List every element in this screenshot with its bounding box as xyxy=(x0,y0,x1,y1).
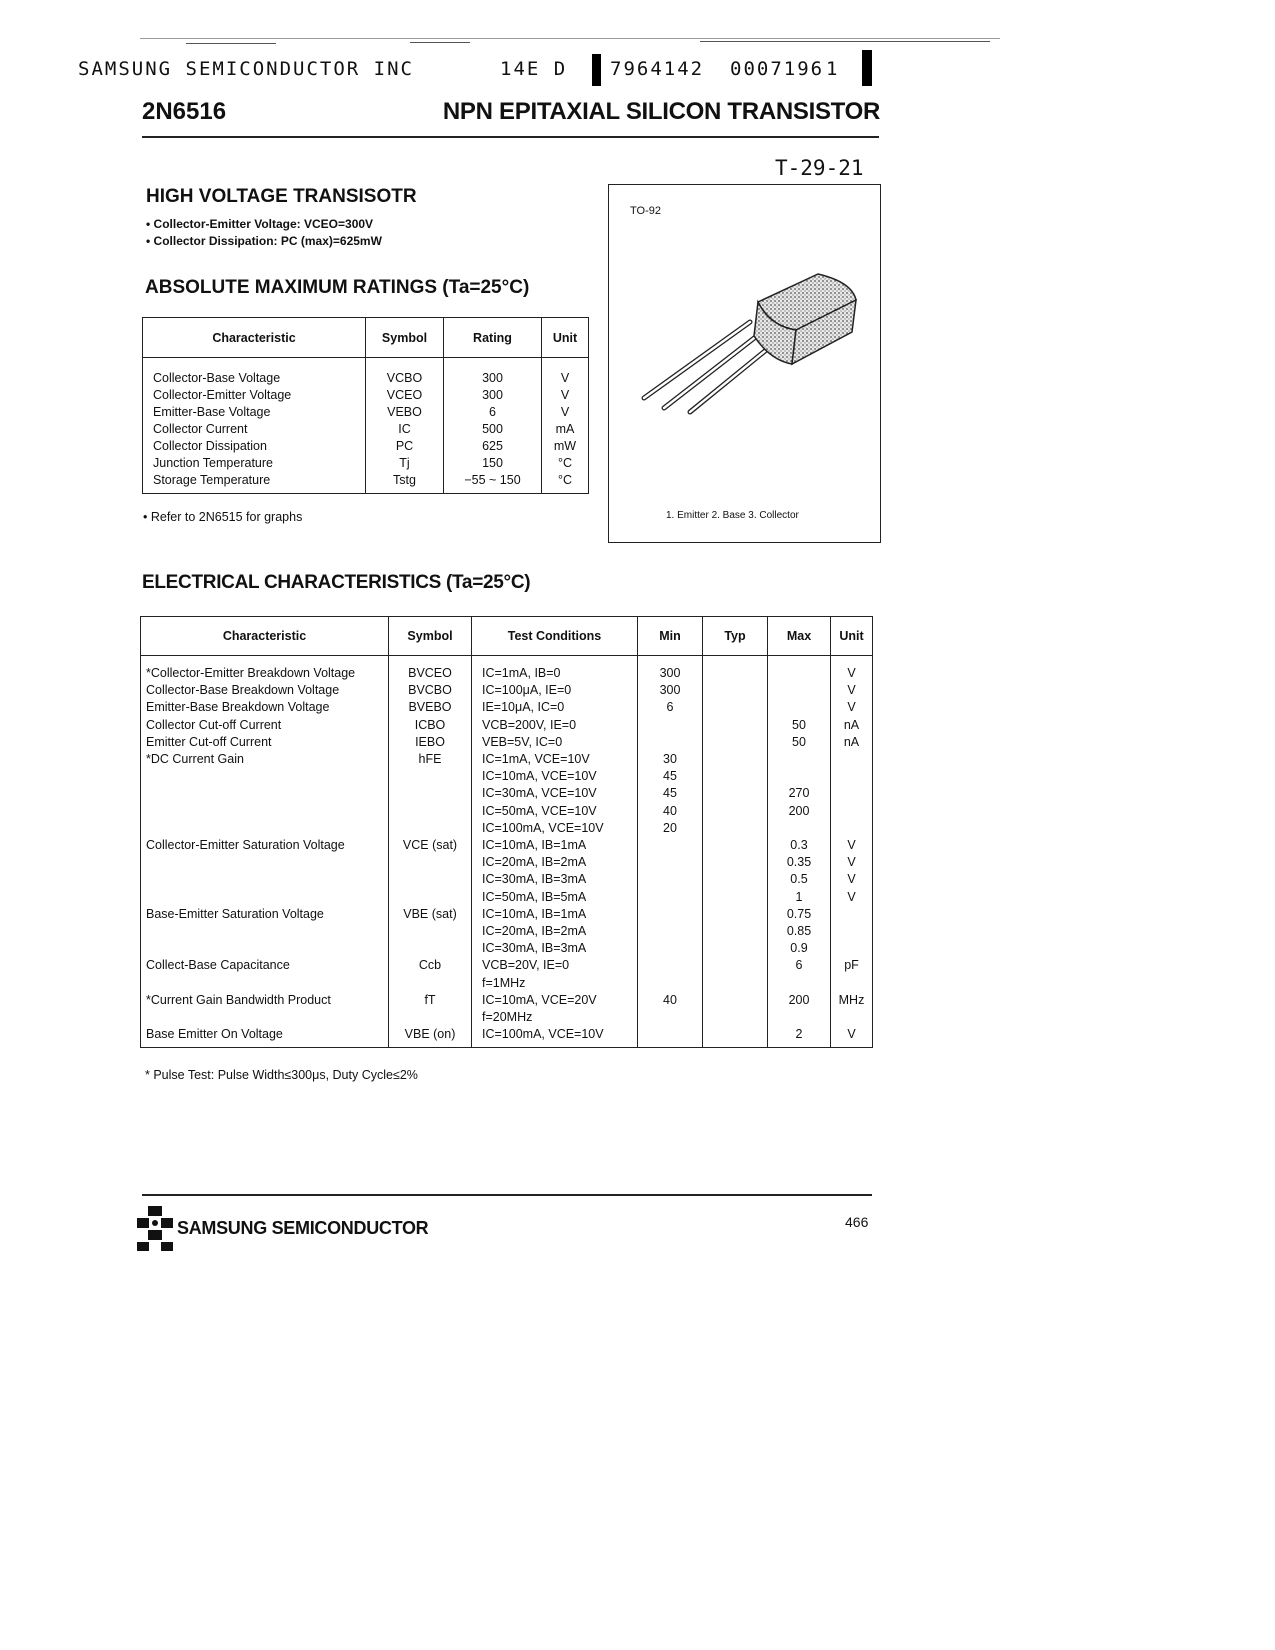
symbol-cell xyxy=(389,854,472,871)
symbol-cell xyxy=(389,871,472,888)
unit-cell xyxy=(831,906,873,923)
characteristic-cell: Collector-Emitter Saturation Voltage xyxy=(141,837,389,854)
symbol-cell: BVCEO xyxy=(389,656,472,683)
typ-cell xyxy=(703,717,768,734)
graph-reference-note: • Refer to 2N6515 for graphs xyxy=(143,510,303,524)
min-cell: 40 xyxy=(638,992,703,1009)
table-row xyxy=(143,404,589,421)
table-row xyxy=(141,871,873,888)
max-cell xyxy=(768,975,831,992)
typ-cell xyxy=(703,854,768,871)
table-body xyxy=(143,358,589,494)
symbol-cell xyxy=(389,889,472,906)
max-cell xyxy=(768,751,831,768)
typ-cell xyxy=(703,992,768,1009)
table-row xyxy=(143,358,589,388)
unit-cell: nA xyxy=(831,734,873,751)
characteristic-cell: Collector Dissipation xyxy=(143,438,366,455)
test-condition-cell: IC=1mA, IB=0 xyxy=(472,656,638,683)
unit-cell xyxy=(831,768,873,785)
test-condition-cell: f=20MHz xyxy=(472,1009,638,1026)
symbol-cell: BVEBO xyxy=(389,699,472,716)
max-cell xyxy=(768,820,831,837)
title-divider xyxy=(142,136,879,138)
max-cell xyxy=(768,682,831,699)
rating-cell: 6 xyxy=(444,404,542,421)
test-condition-cell: VCB=200V, IE=0 xyxy=(472,717,638,734)
table-row xyxy=(141,820,873,837)
min-cell xyxy=(638,854,703,871)
min-cell xyxy=(638,940,703,957)
max-cell: 0.35 xyxy=(768,854,831,871)
characteristic-cell: Base Emitter On Voltage xyxy=(141,1026,389,1048)
symbol-cell xyxy=(389,923,472,940)
max-cell: 0.9 xyxy=(768,940,831,957)
characteristic-cell: Emitter-Base Breakdown Voltage xyxy=(141,699,389,716)
table-row xyxy=(143,472,589,494)
barcode-mark xyxy=(592,54,601,86)
footer-divider xyxy=(142,1194,872,1196)
symbol-cell: VCE (sat) xyxy=(389,837,472,854)
typ-cell xyxy=(703,940,768,957)
table-row xyxy=(141,992,873,1009)
column-header: Max xyxy=(768,617,831,656)
header-code: 14E D xyxy=(500,58,568,80)
scan-line xyxy=(140,38,1000,39)
table-header-row xyxy=(141,617,873,656)
test-condition-cell: VCB=20V, IE=0 xyxy=(472,957,638,974)
table-row xyxy=(143,438,589,455)
typ-cell xyxy=(703,906,768,923)
column-header: Typ xyxy=(703,617,768,656)
characteristic-cell: Collector Current xyxy=(143,421,366,438)
max-cell: 6 xyxy=(768,957,831,974)
table-body xyxy=(141,656,873,1048)
unit-cell xyxy=(831,940,873,957)
typ-cell xyxy=(703,871,768,888)
symbol-cell: VEBO xyxy=(366,404,444,421)
min-cell: 300 xyxy=(638,682,703,699)
max-cell: 0.3 xyxy=(768,837,831,854)
column-header: Rating xyxy=(444,318,542,358)
test-condition-cell: IC=100mA, VCE=10V xyxy=(472,820,638,837)
symbol-cell: hFE xyxy=(389,751,472,768)
typ-cell xyxy=(703,751,768,768)
unit-cell: V xyxy=(831,854,873,871)
unit-cell: MHz xyxy=(831,992,873,1009)
characteristic-cell: Collector Cut-off Current xyxy=(141,717,389,734)
unit-cell: V xyxy=(831,889,873,906)
table-row xyxy=(141,1026,873,1048)
characteristic-cell: *Collector-Emitter Breakdown Voltage xyxy=(141,656,389,683)
symbol-cell xyxy=(389,785,472,802)
min-cell xyxy=(638,957,703,974)
test-condition-cell: IC=30mA, IB=3mA xyxy=(472,940,638,957)
part-number: 2N6516 xyxy=(142,98,227,125)
table-row xyxy=(141,751,873,768)
package-label: TO-92 xyxy=(630,205,661,217)
table-row xyxy=(143,387,589,404)
characteristic-cell: Emitter-Base Voltage xyxy=(143,404,366,421)
max-cell: 0.5 xyxy=(768,871,831,888)
table-row xyxy=(141,957,873,974)
header-code: 1 xyxy=(826,58,838,80)
table-row xyxy=(141,906,873,923)
table-row xyxy=(141,889,873,906)
feature-item: • Collector Dissipation: PC (max)=625mW xyxy=(146,234,382,248)
symbol-cell: VCBO xyxy=(366,358,444,388)
typ-cell xyxy=(703,889,768,906)
table-row xyxy=(141,682,873,699)
min-cell xyxy=(638,734,703,751)
unit-cell: pF xyxy=(831,957,873,974)
min-cell: 40 xyxy=(638,803,703,820)
test-condition-cell: IE=10μA, IC=0 xyxy=(472,699,638,716)
table-row xyxy=(141,699,873,716)
test-condition-cell: IC=100mA, VCE=10V xyxy=(472,1026,638,1048)
min-cell: 45 xyxy=(638,768,703,785)
test-condition-cell: IC=10mA, VCE=20V xyxy=(472,992,638,1009)
rating-cell: 300 xyxy=(444,358,542,388)
table-row xyxy=(141,1009,873,1026)
rating-cell: 150 xyxy=(444,455,542,472)
characteristic-cell: Collector-Emitter Voltage xyxy=(143,387,366,404)
test-condition-cell: f=1MHz xyxy=(472,975,638,992)
symbol-cell: ICBO xyxy=(389,717,472,734)
unit-cell: V xyxy=(831,871,873,888)
characteristic-cell: Storage Temperature xyxy=(143,472,366,494)
characteristic-cell: Collector-Base Voltage xyxy=(143,358,366,388)
symbol-cell: IEBO xyxy=(389,734,472,751)
unit-cell: nA xyxy=(831,717,873,734)
absolute-max-ratings-table xyxy=(142,317,589,494)
max-cell: 200 xyxy=(768,992,831,1009)
typ-cell xyxy=(703,699,768,716)
characteristic-cell: *DC Current Gain xyxy=(141,751,389,768)
min-cell xyxy=(638,889,703,906)
rating-cell: 500 xyxy=(444,421,542,438)
max-cell: 1 xyxy=(768,889,831,906)
unit-cell: mW xyxy=(542,438,589,455)
typ-cell xyxy=(703,957,768,974)
column-header: Characteristic xyxy=(141,617,389,656)
symbol-cell xyxy=(389,1009,472,1026)
test-condition-cell: IC=50mA, VCE=10V xyxy=(472,803,638,820)
rating-cell: 300 xyxy=(444,387,542,404)
characteristic-cell: Emitter Cut-off Current xyxy=(141,734,389,751)
min-cell xyxy=(638,975,703,992)
table-row xyxy=(141,734,873,751)
barcode-mark xyxy=(862,50,872,86)
unit-cell: °C xyxy=(542,455,589,472)
test-condition-cell: IC=30mA, IB=3mA xyxy=(472,871,638,888)
rating-cell: 625 xyxy=(444,438,542,455)
min-cell xyxy=(638,906,703,923)
characteristic-cell: *Current Gain Bandwidth Product xyxy=(141,992,389,1009)
characteristic-cell: Collect-Base Capacitance xyxy=(141,957,389,974)
max-cell: 0.85 xyxy=(768,923,831,940)
samsung-logo-icon xyxy=(137,1206,173,1252)
scan-line xyxy=(186,43,276,44)
unit-cell xyxy=(831,1009,873,1026)
unit-cell xyxy=(831,785,873,802)
table-row xyxy=(141,785,873,802)
symbol-cell: Tj xyxy=(366,455,444,472)
table-row xyxy=(141,803,873,820)
typ-cell xyxy=(703,734,768,751)
reference-code: T-29-21 xyxy=(775,156,864,180)
characteristic-cell xyxy=(141,975,389,992)
header-company: SAMSUNG SEMICONDUCTOR INC xyxy=(78,58,414,80)
scan-line xyxy=(700,41,990,42)
column-header: Min xyxy=(638,617,703,656)
unit-cell: V xyxy=(831,682,873,699)
pin-legend: 1. Emitter 2. Base 3. Collector xyxy=(666,510,799,521)
unit-cell: °C xyxy=(542,472,589,494)
table-row xyxy=(141,656,873,683)
unit-cell xyxy=(831,975,873,992)
test-condition-cell: IC=30mA, VCE=10V xyxy=(472,785,638,802)
symbol-cell: VBE (sat) xyxy=(389,906,472,923)
min-cell xyxy=(638,1026,703,1048)
table-row xyxy=(143,455,589,472)
table-row xyxy=(141,854,873,871)
typ-cell xyxy=(703,768,768,785)
footer-brand: SAMSUNG SEMICONDUCTOR xyxy=(177,1218,429,1238)
column-header: Symbol xyxy=(366,318,444,358)
header-code: 7964142 xyxy=(610,58,705,80)
typ-cell xyxy=(703,682,768,699)
max-cell: 2 xyxy=(768,1026,831,1048)
test-condition-cell: IC=20mA, IB=2mA xyxy=(472,854,638,871)
typ-cell xyxy=(703,1009,768,1026)
table-row xyxy=(141,940,873,957)
unit-cell xyxy=(831,803,873,820)
unit-cell: V xyxy=(831,699,873,716)
test-condition-cell: IC=10mA, IB=1mA xyxy=(472,837,638,854)
min-cell: 300 xyxy=(638,656,703,683)
max-cell: 200 xyxy=(768,803,831,820)
test-condition-cell: VEB=5V, IC=0 xyxy=(472,734,638,751)
table-row xyxy=(141,837,873,854)
header-code: 0007196 xyxy=(730,58,825,80)
table-row xyxy=(141,923,873,940)
characteristic-cell xyxy=(141,785,389,802)
symbol-cell xyxy=(389,975,472,992)
min-cell xyxy=(638,1009,703,1026)
test-condition-cell: IC=10mA, VCE=10V xyxy=(472,768,638,785)
symbol-cell xyxy=(389,820,472,837)
max-cell xyxy=(768,699,831,716)
symbol-cell: fT xyxy=(389,992,472,1009)
rating-cell: −55 ~ 150 xyxy=(444,472,542,494)
typ-cell xyxy=(703,656,768,683)
characteristic-cell xyxy=(141,889,389,906)
unit-cell: V xyxy=(831,656,873,683)
symbol-cell: IC xyxy=(366,421,444,438)
min-cell: 30 xyxy=(638,751,703,768)
typ-cell xyxy=(703,820,768,837)
unit-cell: V xyxy=(831,837,873,854)
max-cell xyxy=(768,768,831,785)
characteristic-cell xyxy=(141,923,389,940)
symbol-cell: BVCBO xyxy=(389,682,472,699)
min-cell: 6 xyxy=(638,699,703,716)
feature-item: • Collector-Emitter Voltage: VCEO=300V xyxy=(146,217,374,231)
symbol-cell: Tstg xyxy=(366,472,444,494)
column-header: Characteristic xyxy=(143,318,366,358)
max-cell: 270 xyxy=(768,785,831,802)
characteristic-cell: Base-Emitter Saturation Voltage xyxy=(141,906,389,923)
min-cell xyxy=(638,923,703,940)
table-header-row xyxy=(143,318,589,358)
unit-cell xyxy=(831,751,873,768)
symbol-cell xyxy=(389,940,472,957)
to92-transistor-illustration xyxy=(630,260,870,430)
unit-cell: mA xyxy=(542,421,589,438)
characteristic-cell: Collector-Base Breakdown Voltage xyxy=(141,682,389,699)
unit-cell: V xyxy=(542,387,589,404)
scan-line xyxy=(410,42,470,43)
typ-cell xyxy=(703,837,768,854)
column-header: Test Conditions xyxy=(472,617,638,656)
max-cell xyxy=(768,656,831,683)
test-condition-cell: IC=20mA, IB=2mA xyxy=(472,923,638,940)
column-header: Unit xyxy=(542,318,589,358)
unit-cell xyxy=(831,820,873,837)
page-number: 466 xyxy=(845,1214,869,1230)
unit-cell: V xyxy=(542,358,589,388)
characteristic-cell xyxy=(141,803,389,820)
characteristic-cell xyxy=(141,1009,389,1026)
section-heading: ABSOLUTE MAXIMUM RATINGS (Ta=25°C) xyxy=(145,277,530,298)
characteristic-cell xyxy=(141,871,389,888)
min-cell xyxy=(638,717,703,734)
electrical-characteristics-table xyxy=(140,616,873,1048)
document-title: NPN EPITAXIAL SILICON TRANSISTOR xyxy=(442,98,880,125)
characteristic-cell xyxy=(141,940,389,957)
unit-cell xyxy=(831,923,873,940)
table-row xyxy=(141,717,873,734)
section-heading: ELECTRICAL CHARACTERISTICS (Ta=25°C) xyxy=(142,572,531,593)
symbol-cell: VCEO xyxy=(366,387,444,404)
max-cell: 0.75 xyxy=(768,906,831,923)
typ-cell xyxy=(703,1026,768,1048)
table-row xyxy=(141,768,873,785)
column-header: Unit xyxy=(831,617,873,656)
section-heading: HIGH VOLTAGE TRANSISOTR xyxy=(146,186,417,207)
characteristic-cell xyxy=(141,820,389,837)
test-condition-cell: IC=1mA, VCE=10V xyxy=(472,751,638,768)
symbol-cell: Ccb xyxy=(389,957,472,974)
max-cell: 50 xyxy=(768,734,831,751)
pulse-test-note: * Pulse Test: Pulse Width≤300μs, Duty Cycle≤2% xyxy=(145,1068,418,1082)
typ-cell xyxy=(703,923,768,940)
test-condition-cell: IC=50mA, IB=5mA xyxy=(472,889,638,906)
symbol-cell xyxy=(389,768,472,785)
max-cell: 50 xyxy=(768,717,831,734)
table-row xyxy=(143,421,589,438)
test-condition-cell: IC=10mA, IB=1mA xyxy=(472,906,638,923)
symbol-cell xyxy=(389,803,472,820)
characteristic-cell: Junction Temperature xyxy=(143,455,366,472)
min-cell xyxy=(638,871,703,888)
min-cell: 20 xyxy=(638,820,703,837)
symbol-cell: PC xyxy=(366,438,444,455)
symbol-cell: VBE (on) xyxy=(389,1026,472,1048)
test-condition-cell: IC=100μA, IE=0 xyxy=(472,682,638,699)
unit-cell: V xyxy=(831,1026,873,1048)
table-row xyxy=(141,975,873,992)
column-header: Symbol xyxy=(389,617,472,656)
typ-cell xyxy=(703,975,768,992)
min-cell xyxy=(638,837,703,854)
typ-cell xyxy=(703,803,768,820)
typ-cell xyxy=(703,785,768,802)
max-cell xyxy=(768,1009,831,1026)
min-cell: 45 xyxy=(638,785,703,802)
characteristic-cell xyxy=(141,854,389,871)
characteristic-cell xyxy=(141,768,389,785)
unit-cell: V xyxy=(542,404,589,421)
